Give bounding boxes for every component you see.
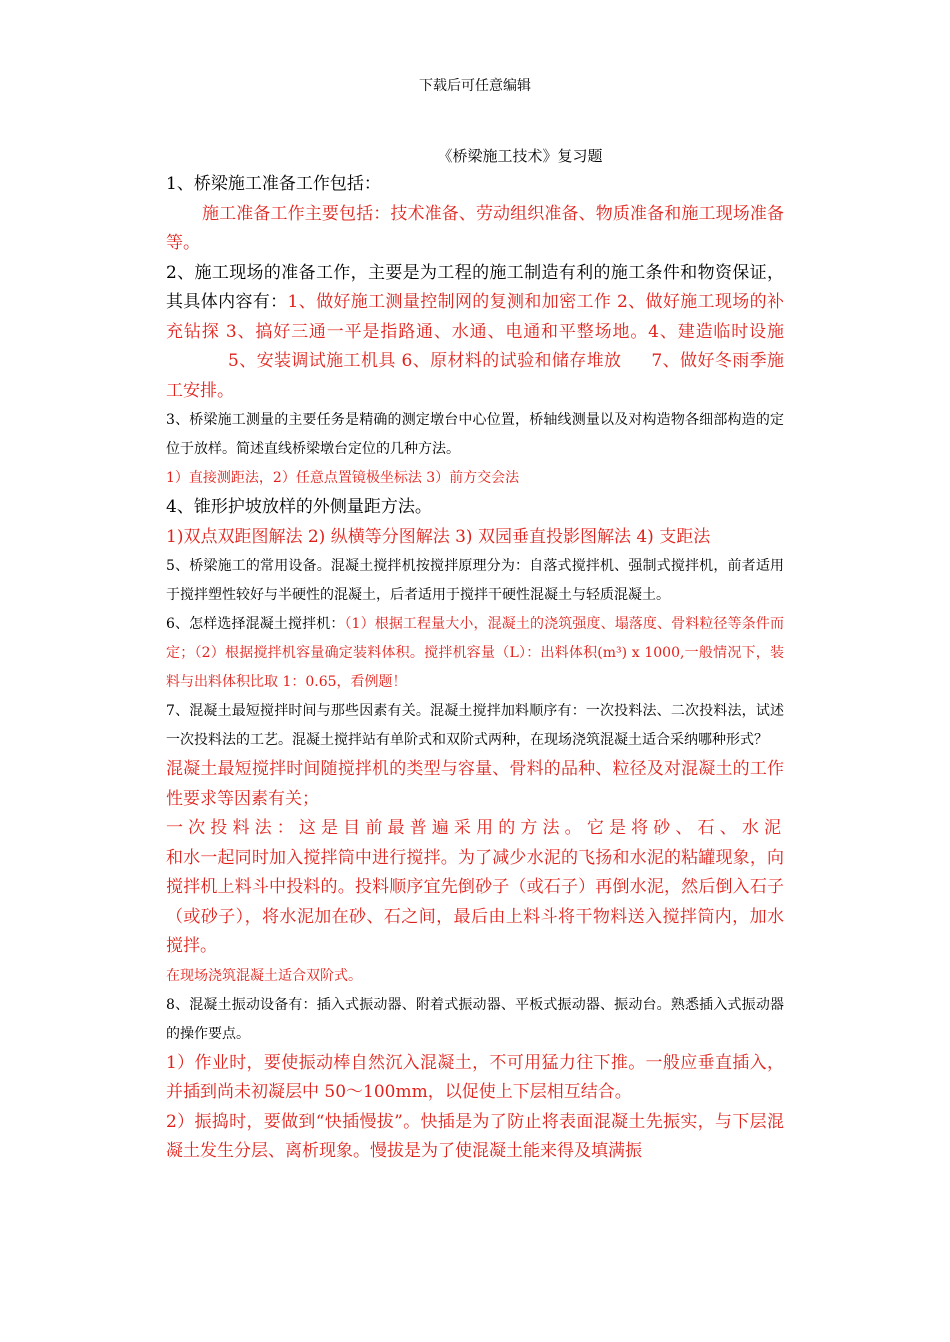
q6-paragraph	[166, 610, 784, 697]
q2-question: 2、施工现场的准备工作，主要是为工程的施工制造有利的施工条件和物资保证，其具体内容有：	[166, 262, 784, 312]
page-header: 下载后可任意编辑	[419, 78, 531, 94]
q7-question: 7、混凝土最短搅拌时间与那些因素有关。混凝土搅拌加料顺序有：一次投料法、二次投料法，试述一次投料法的工艺。混凝土搅拌站有单阶式和双阶式两种，在现场浇筑混凝土适合采纳哪种形式？	[166, 703, 784, 748]
q2-answer-b: 5、安装调试施工机具 6、原材料的试验和储存堆放	[228, 351, 622, 371]
q8-answer-a: 1）作业时，要使振动棒自然沉入混凝土，不可用猛力往下推。一般应垂直插入，并插到尚未初凝层中 50～100mm，以促使上下层相互结合。	[166, 1052, 784, 1102]
q1-question: 1、桥梁施工准备工作包括：	[166, 174, 381, 194]
q4-answer: 1)双点双距图解法 2) 纵横等分图解法 3) 双园垂直投影图解法 4) 支距法	[166, 526, 711, 547]
q7-answer-b-line1: 一次投料法：这是目前最普遍采用的方法。它是将砂、石、水泥	[166, 818, 784, 838]
q6-answer: （1）根据工程量大小，混凝土的浇筑强度、塌落度、骨料粒径等条件而定；（2）根据搅拌机容量确定装料体积。搅拌机容量（L）：出料体积(m³) x 1000,一般情况下，装料与出料体积比取 1：0.65，看例题！	[166, 616, 784, 690]
document-title: 《桥梁施工技术》复习题	[437, 147, 603, 165]
q8-answer-b: 2）振捣时，要做到“快插慢拔”。快插是为了防止将表面混凝土先振实，与下层混凝土发生分层、离析现象。慢拔是为了使混凝土能来得及填满振	[166, 1111, 784, 1161]
q6-question: 6、怎样选择混凝土搅拌机：	[166, 616, 345, 632]
q8-question: 8、混凝土振动设备有：插入式振动器、附着式振动器、平板式振动器、振动台。熟悉插入式振动器的操作要点。	[166, 996, 784, 1042]
q5-question: 5、桥梁施工的常用设备。混凝土搅拌机按搅拌原理分为：自落式搅拌机、强制式搅拌机，前者适用于搅拌塑性较好与半硬性的混凝土，后者适用于搅拌干硬性混凝土与轻质混凝土。	[166, 558, 784, 603]
q2-paragraph	[166, 259, 784, 407]
q7-answer-a: 混凝土最短搅拌时间随搅拌机的类型与容量、骨料的品种、粒径及对混凝土的工作性要求等因素有关；	[166, 759, 784, 809]
q7-answer-c: 在现场浇筑混凝土适合双阶式。	[166, 967, 362, 984]
q7-answer-b-rest: 和水一起同时加入搅拌筒中进行搅拌。为了减少水泥的飞扬和水泥的粘罐现象，向搅拌机上料斗中投料的。投料顺序宜先倒砂子（或石子）再倒水泥，然后倒入石子（或砂子），将水泥加在砂、石之间，最后由上料斗将干物料送入搅拌筒内，加水搅拌。	[166, 847, 784, 956]
q3-question: 3、桥梁施工测量的主要任务是精确的测定墩台中心位置，桥轴线测量以及对构造物各细部构造的定位于放样。简述直线桥梁墩台定位的几种方法。	[166, 412, 784, 457]
q1-answer: 施工准备工作主要包括：技术准备、劳动组织准备、物质准备和施工现场准备等。	[166, 203, 784, 253]
q2-answer-c: 7、做好冬雨季施工安排。	[166, 351, 784, 401]
q4-question: 4、锥形护坡放样的外侧量距方法。	[166, 497, 432, 517]
q3-answer: 1）直接测距法，2）任意点置镜极坐标法 3）前方交会法	[166, 470, 520, 486]
q2-answer-a: 1、做好施工测量控制网的复测和加密工作 2、做好施工现场的补充钻探 3、搞好三通一平是指路通、水通、电通和平整场地。4、建造临时设施	[166, 292, 785, 342]
document-body	[166, 170, 784, 1167]
